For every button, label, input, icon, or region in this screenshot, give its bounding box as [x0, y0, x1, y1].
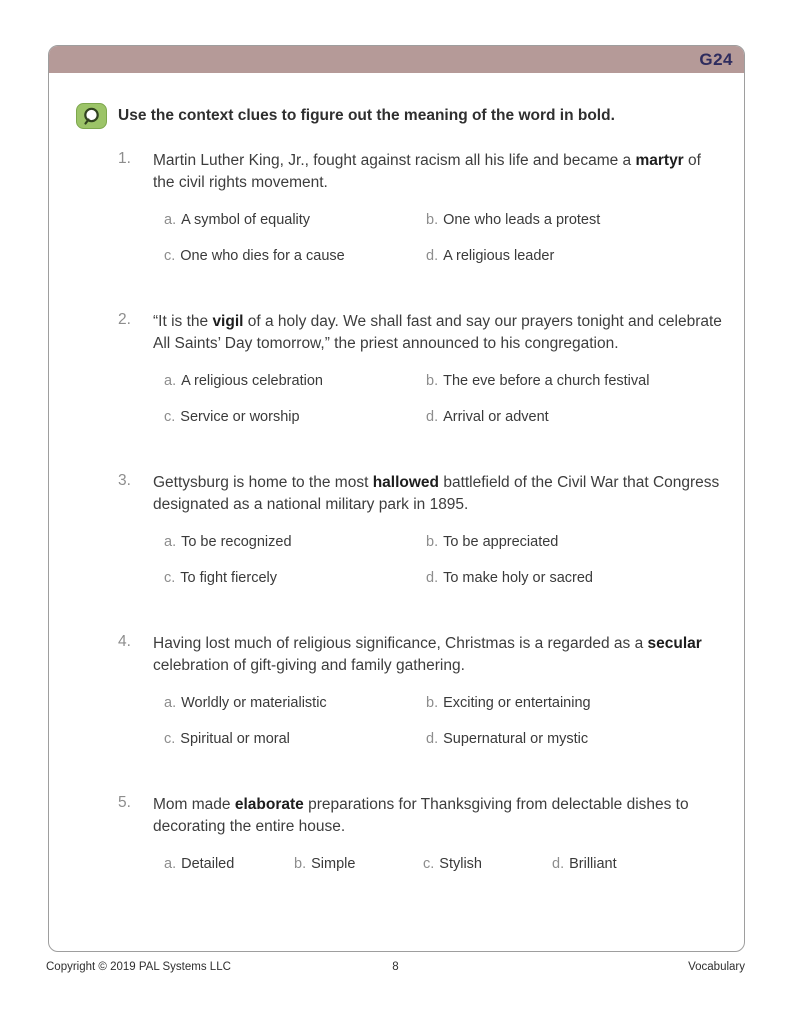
- question-text-prefix: “It is the: [153, 313, 213, 330]
- answer-option: [426, 370, 744, 392]
- answer-option: [426, 406, 744, 428]
- option-letter: b.: [426, 212, 439, 228]
- question-badge-icon: [76, 103, 107, 129]
- question-text-prefix: Having lost much of religious significance, Christmas is a regarded as a: [153, 635, 648, 652]
- option-letter: b.: [426, 373, 439, 389]
- question-text-suffix: celebration of gift-giving and family gathering.: [153, 657, 465, 674]
- question-number: 2.: [118, 311, 131, 328]
- answer-option: [426, 245, 744, 267]
- answer-option: [164, 692, 426, 714]
- worksheet-card: [48, 45, 745, 952]
- page-code: G24: [699, 49, 733, 69]
- page-footer: [46, 961, 745, 973]
- question-text-suffix: of the civil rights movement.: [153, 152, 701, 191]
- question-list: [49, 150, 744, 875]
- option-text: The eve before a church festival: [443, 373, 650, 389]
- question-text-prefix: Martin Luther King, Jr., fought against racism all his life and became a: [153, 152, 636, 169]
- option-text: To be recognized: [181, 534, 292, 550]
- instruction-text: Use the context clues to figure out the meaning of the word in bold.: [118, 107, 615, 124]
- vocabulary-word: vigil: [212, 313, 244, 330]
- answer-option: [426, 692, 744, 714]
- answer-option: [164, 245, 426, 267]
- options-grid: [49, 370, 744, 428]
- options-grid: [49, 853, 744, 875]
- option-text: Arrival or advent: [443, 409, 549, 425]
- vocabulary-word: secular: [647, 635, 702, 652]
- question-block: [49, 472, 744, 589]
- answer-option: [164, 567, 426, 589]
- option-text: One who dies for a cause: [180, 248, 345, 264]
- answer-option: [164, 209, 426, 231]
- question-text: [153, 472, 725, 516]
- option-text: Worldly or materialistic: [181, 695, 327, 711]
- answer-option: [426, 209, 744, 231]
- option-letter: c.: [164, 570, 176, 586]
- option-text: To make holy or sacred: [443, 570, 593, 586]
- option-letter: b.: [294, 856, 307, 872]
- worksheet-content: [49, 73, 744, 875]
- header-bar: [49, 46, 744, 73]
- answer-option: [426, 531, 744, 553]
- option-text: A religious celebration: [181, 373, 323, 389]
- option-letter: c.: [164, 409, 176, 425]
- footer-page-number: 8: [392, 961, 399, 973]
- question-row: [49, 150, 744, 194]
- vocabulary-word: elaborate: [234, 796, 304, 813]
- question-row: [49, 311, 744, 355]
- question-row: [49, 472, 744, 516]
- answer-option: [164, 531, 426, 553]
- question-text: [153, 150, 725, 194]
- question-row: [49, 633, 744, 677]
- option-text: Detailed: [181, 856, 235, 872]
- question-block: [49, 633, 744, 750]
- question-number: 3.: [118, 472, 131, 489]
- options-grid: [49, 209, 744, 267]
- footer-doc-title: Vocabulary: [688, 961, 745, 973]
- question-block: [49, 150, 744, 267]
- option-letter: c.: [164, 248, 176, 264]
- answer-option: [164, 728, 426, 750]
- options-grid: [49, 692, 744, 750]
- option-text: One who leads a protest: [443, 212, 601, 228]
- question-text-prefix: Mom made: [153, 796, 235, 813]
- question-text-suffix: preparations for Thanksgiving from delectable dishes to decorating the entire house.: [153, 796, 689, 835]
- option-letter: d.: [426, 248, 439, 264]
- answer-option: [426, 567, 744, 589]
- option-letter: a.: [164, 212, 177, 228]
- option-letter: d.: [426, 731, 439, 747]
- option-text: A religious leader: [443, 248, 555, 264]
- option-letter: c.: [423, 856, 435, 872]
- option-text: A symbol of equality: [181, 212, 311, 228]
- answer-option: [164, 406, 426, 428]
- question-text-suffix: of a holy day. We shall fast and say our prayers tonight and celebrate All Saints’ Day tomorrow,” the priest announced to his congregation.: [153, 313, 722, 352]
- instruction-row: [49, 103, 744, 129]
- option-text: Stylish: [439, 856, 482, 872]
- vocabulary-word: martyr: [635, 152, 684, 169]
- question-block: [49, 311, 744, 428]
- question-text: [153, 633, 725, 677]
- question-number: 4.: [118, 633, 131, 650]
- option-letter: a.: [164, 373, 177, 389]
- options-grid: [49, 531, 744, 589]
- option-text: To fight fiercely: [180, 570, 277, 586]
- option-text: To be appreciated: [443, 534, 559, 550]
- question-text: [153, 794, 725, 838]
- answer-option: [164, 853, 294, 875]
- option-letter: b.: [426, 695, 439, 711]
- option-letter: a.: [164, 856, 177, 872]
- vocabulary-word: hallowed: [372, 474, 440, 491]
- option-letter: b.: [426, 534, 439, 550]
- option-text: Supernatural or mystic: [443, 731, 589, 747]
- answer-option: [423, 853, 552, 875]
- answer-option: [552, 853, 744, 875]
- option-text: Brilliant: [569, 856, 617, 872]
- option-letter: a.: [164, 534, 177, 550]
- question-text-suffix: battlefield of the Civil War that Congress designated as a national military park in 1895.: [153, 474, 720, 513]
- option-letter: d.: [426, 570, 439, 586]
- option-text: Simple: [311, 856, 356, 872]
- option-letter: d.: [552, 856, 565, 872]
- option-text: Service or worship: [180, 409, 300, 425]
- answer-option: [164, 370, 426, 392]
- footer-copyright: Copyright © 2019 PAL Systems LLC: [46, 961, 231, 973]
- answer-option: [426, 728, 744, 750]
- question-text: [153, 311, 725, 355]
- option-letter: a.: [164, 695, 177, 711]
- option-text: Spiritual or moral: [180, 731, 290, 747]
- option-text: Exciting or entertaining: [443, 695, 591, 711]
- question-row: [49, 794, 744, 838]
- option-letter: c.: [164, 731, 176, 747]
- answer-option: [294, 853, 423, 875]
- question-number: 1.: [118, 150, 131, 167]
- option-letter: d.: [426, 409, 439, 425]
- question-number: 5.: [118, 794, 131, 811]
- question-block: [49, 794, 744, 875]
- question-text-prefix: Gettysburg is home to the most: [153, 474, 373, 491]
